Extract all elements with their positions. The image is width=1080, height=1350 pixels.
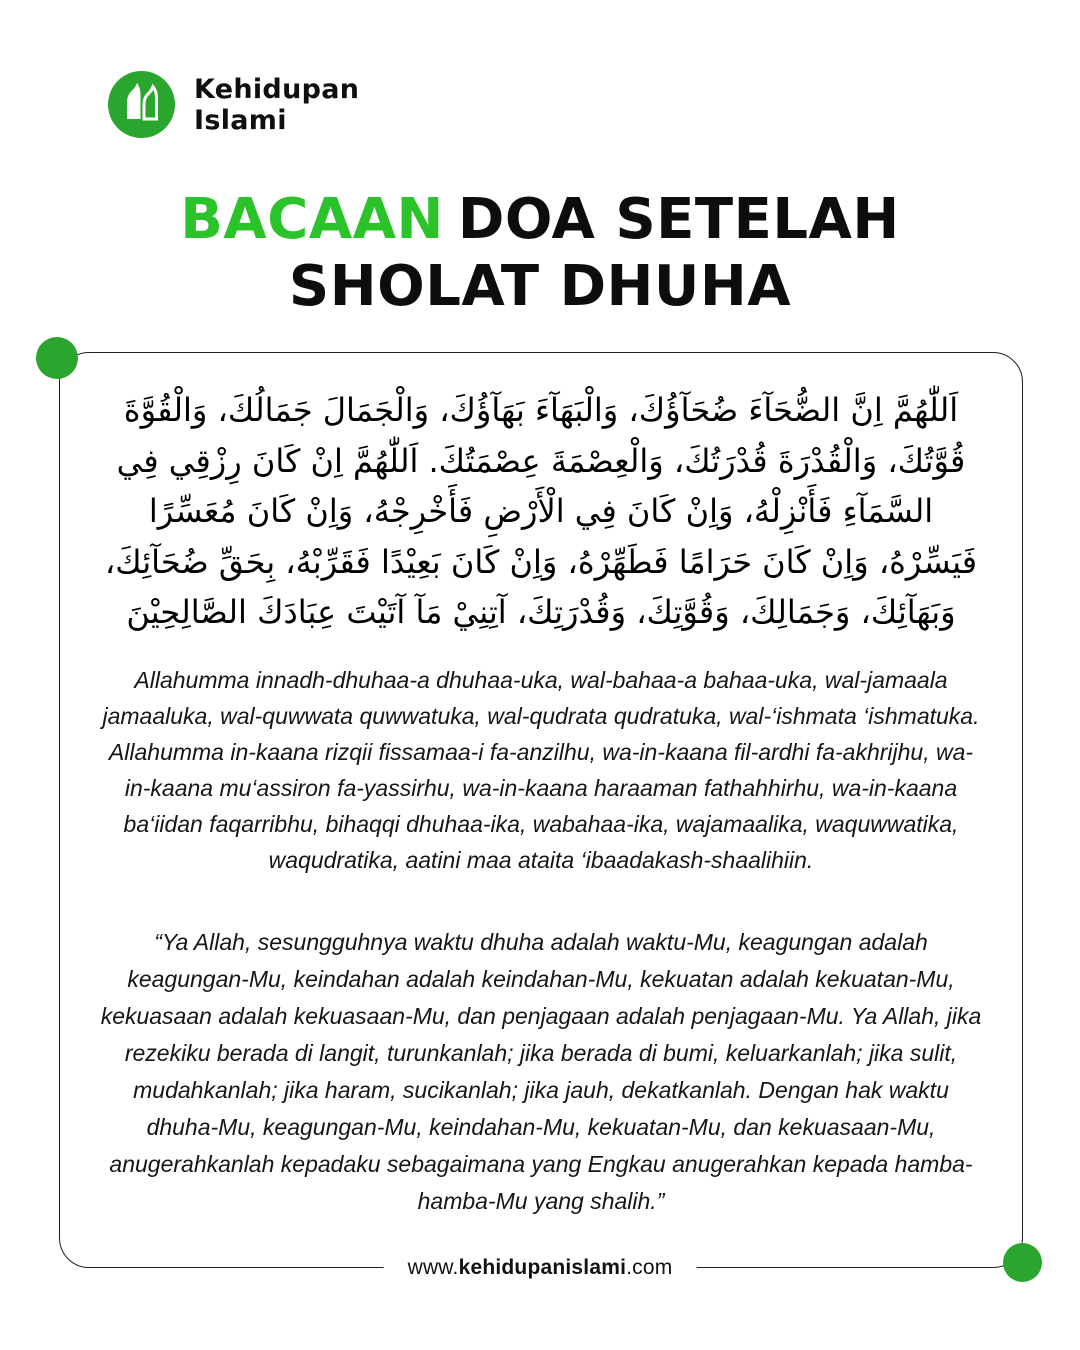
page-title: [0, 186, 1080, 320]
brand-name-line2: Islami: [194, 104, 287, 136]
brand-name: [194, 74, 359, 136]
url-prefix: www.: [407, 1256, 459, 1279]
brand-name-line1: Kehidupan: [194, 73, 360, 105]
title-rest: DOA SETELAH: [457, 187, 900, 252]
decor-circle-top-left: [36, 337, 78, 379]
mosque-icon: [108, 71, 175, 138]
url-suffix: .com: [626, 1256, 673, 1279]
brand-header: [108, 71, 359, 138]
title-highlight: BACAAN: [180, 187, 444, 252]
decor-circle-bottom-right: [1003, 1243, 1042, 1282]
dua-card: [59, 352, 1023, 1268]
title-line2: SHOLAT DHUHA: [288, 254, 792, 319]
arabic-text: اَللّٰهُمَّ اِنَّ الضُّحَآءَ ضُحَآؤُكَ، وَالْبَهَآءَ بَهَآؤُكَ، وَالْجَمَالَ جَمَالُكَ، وَالْقُوَّةَ قُوَّتُكَ، وَالْقُدْرَةَ قُدْرَتُكَ، وَالْعِصْمَةَ عِصْمَتُكَ. اَللّٰهُمَّ اِنْ كَانَ رِزْقِي فِي السَّمَآءِ فَأَنْزِلْهُ، وَاِنْ كَانَ فِي الْأَرْضِ فَأَخْرِجْهُ، وَاِنْ كَانَ مُعَسِّرًا فَيَسِّرْهُ، وَاِنْ كَانَ حَرَامًا فَطَهِّرْهُ، وَاِنْ كَانَ بَعِيْدًا فَقَرِّبْهُ، بِحَقِّ ضُحَآئِكَ، وَبَهَآئِكَ، وَجَمَالِكَ، وَقُوَّتِكَ، وَقُدْرَتِكَ، آتِنِيْ مَآ آتَيْتَ عِبَادَكَ الصَّالِحِيْنَ: [104, 391, 978, 632]
url-domain: kehidupanislami: [458, 1256, 627, 1279]
translation-text: “Ya Allah, sesungguhnya waktu dhuha adalah waktu-Mu, keagungan adalah keagungan-Mu, keindahan adalah keindahan-Mu, kekuatan adalah kekuatan-Mu, kekuasaan adalah kekuasaan-Mu, dan penjagaan adalah penjagaan-Mu. Ya Allah, jika rezekiku berada di langit, turunkanlah; jika berada di bumi, keluarkanlah; jika sulit, mudahkanlah; jika haram, sucikanlah; jika jauh, dekatkanlah. Dengan hak waktu dhuha-Mu, keagungan-Mu, keindahan-Mu, kekuatan-Mu, dan kekuasaan-Mu, anugerahkanlah kepadaku sebagaimana yang Engkau anugerahkan kepada hamba-hamba-Mu yang shalih.”: [100, 928, 982, 1214]
website-url: [384, 1253, 697, 1283]
transliteration-text: Allahumma innadh-dhuhaa-a dhuhaa-uka, wal-bahaa-a bahaa-uka, wal-jamaala jamaaluka, wal-quwwata quwwatuka, wal-qudrata qudratuka, wal-‘ishmata ‘ishmatuka. Allahumma in-kaana rizqii fissamaa-i fa-anzilhu, wa-in-kaana fil-ardhi fa-akhrijhu, wa-in-kaana mu‘assiron fa-yassirhu, wa-in-kaana haraaman fathahhirhu, wa-in-kaana ba‘iidan faqarribhu, bihaqqi dhuhaa-ika, wabahaa-ika, wajamaalika, waquwwatika, waqudratika, aatini maa ataita ‘ibaadakash-shaalihiin.: [102, 666, 980, 873]
